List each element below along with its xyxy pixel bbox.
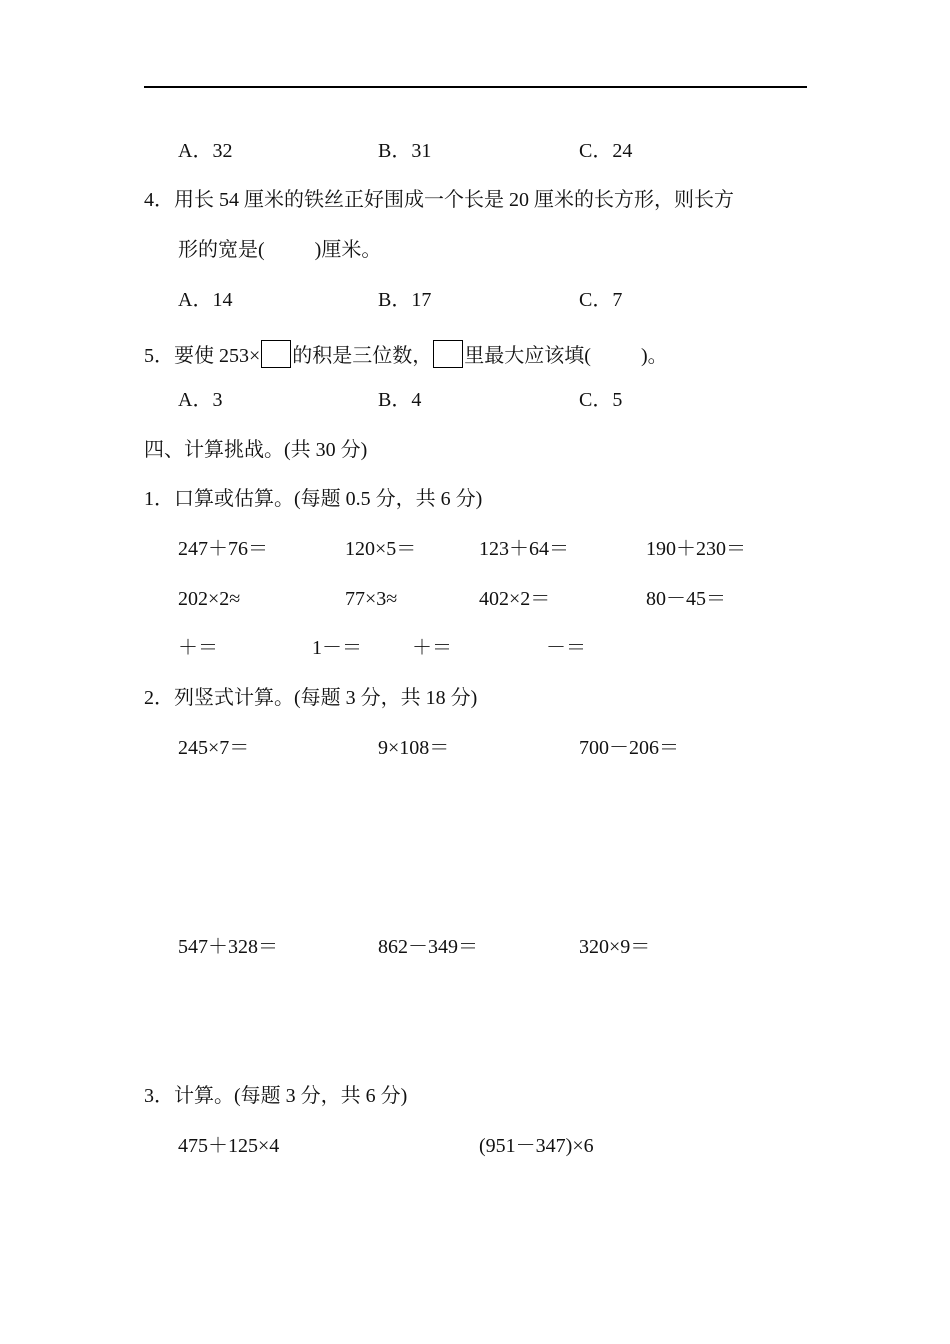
vertical-calc-item: 862－349＝ xyxy=(378,936,478,958)
section-4-title: 四、计算挑战。(共 30 分) xyxy=(144,439,368,461)
q4-option-a: A．14 xyxy=(178,289,233,311)
q5-option-a: A．3 xyxy=(178,389,223,411)
vertical-calc-item: 9×108＝ xyxy=(378,737,450,759)
q3-option-c: C．24 xyxy=(579,140,633,162)
oral-calc-item: ＋＝ xyxy=(412,637,452,659)
oral-calc-item: 202×2≈ xyxy=(178,588,241,610)
oral-calc-item: 402×2＝ xyxy=(479,588,551,610)
q5-option-c: C．5 xyxy=(579,389,623,411)
oral-calc-item: －＝ xyxy=(546,637,586,659)
q4-line2-post: )厘米。 xyxy=(314,239,382,261)
q4-option-c: C．7 xyxy=(579,289,623,311)
q4-line2-pre: 形的宽是( xyxy=(178,239,265,261)
q5-pre: 5．要使 253× xyxy=(144,345,261,367)
vertical-calc-item: 245×7＝ xyxy=(178,737,250,759)
oral-calc-item: ＋＝ xyxy=(178,637,218,659)
q5-post-end: )。 xyxy=(640,345,668,367)
calc-item: 475＋125×4 xyxy=(178,1135,280,1157)
calc-item: (951－347)×6 xyxy=(479,1135,594,1157)
q5-option-b: B．4 xyxy=(378,389,422,411)
oral-calc-item: 1－＝ xyxy=(312,637,362,659)
q4-line2 xyxy=(178,240,381,260)
oral-calc-item: 123＋64＝ xyxy=(479,538,569,560)
q3-option-b: B．31 xyxy=(378,140,432,162)
part3-title: 3．计算。(每题 3 分，共 6 分) xyxy=(144,1085,408,1107)
oral-calc-item: 190＋230＝ xyxy=(646,538,746,560)
q3-option-a: A．32 xyxy=(178,140,233,162)
q5-mid: 的积是三位数， xyxy=(292,345,433,367)
vertical-calc-item: 547＋328＝ xyxy=(178,936,278,958)
oral-calc-item: 80－45＝ xyxy=(646,588,726,610)
part1-title: 1．口算或估算。(每题 0.5 分，共 6 分) xyxy=(144,488,483,510)
oral-calc-item: 77×3≈ xyxy=(345,588,398,610)
oral-calc-item: 247＋76＝ xyxy=(178,538,268,560)
vertical-calc-item: 700－206＝ xyxy=(579,737,679,759)
header-rule xyxy=(144,86,807,88)
oral-calc-item: 120×5＝ xyxy=(345,538,417,560)
q5-box-blank-2[interactable] xyxy=(433,340,463,368)
vertical-calc-item: 320×9＝ xyxy=(579,936,651,958)
q5-box-blank[interactable] xyxy=(261,340,291,368)
part2-title: 2．列竖式计算。(每题 3 分，共 18 分) xyxy=(144,687,478,709)
q5-question xyxy=(144,340,668,368)
q4-option-b: B．17 xyxy=(378,289,432,311)
q4-line1: 4．用长 54 厘米的铁丝正好围成一个长是 20 厘米的长方形，则长方 xyxy=(144,189,734,211)
q5-post-pre: 里最大应该填( xyxy=(464,345,591,367)
